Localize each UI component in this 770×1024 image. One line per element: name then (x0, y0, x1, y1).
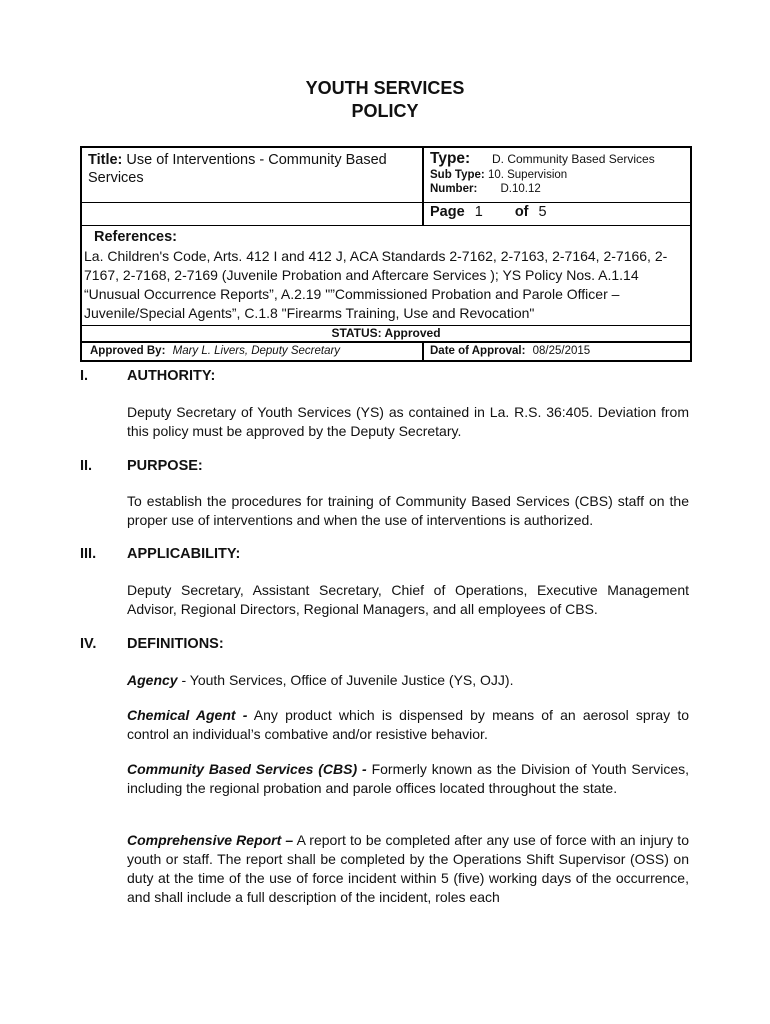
definition-term: Agency (127, 672, 178, 688)
definition-chemical-agent (127, 706, 689, 744)
title-label: Title: (88, 152, 123, 168)
definition-text: Any product which is dispensed by means of an aerosol spray to control an individual’s combative and/or resistive behavior. (127, 707, 689, 742)
subtype-value: 10. Supervision (487, 169, 568, 181)
approval-date-value: 08/25/2015 (532, 345, 591, 357)
policy-type-cell (424, 148, 690, 202)
section-title: DEFINITIONS: (127, 636, 224, 652)
policy-header-table (80, 146, 692, 362)
approved-by-value: Mary L. Livers, Deputy Secretary (172, 345, 341, 357)
number-value: D.10.12 (500, 183, 541, 195)
approval-date-label: Date of Approval: (430, 345, 526, 357)
number-label: Number: (430, 183, 478, 195)
section-heading-purpose (80, 458, 692, 474)
section-heading-authority (80, 368, 692, 384)
approval-date-cell (424, 343, 690, 360)
approved-by-label: Approved By: (90, 345, 166, 357)
page-label: Page (430, 204, 465, 220)
section-number: II. (80, 458, 93, 474)
section-title: AUTHORITY: (127, 368, 216, 384)
definition-separator: - (177, 672, 190, 688)
empty-cell (82, 203, 424, 225)
section-title: APPLICABILITY: (127, 546, 241, 562)
purpose-paragraph: To establish the procedures for training of Community Based Services (CBS) staff on the proper use of interventions and when the use of interventions is authorized. (127, 493, 689, 528)
document-title (0, 77, 770, 123)
definition-text: Youth Services, Office of Juvenile Justice (YS, OJJ). (189, 672, 514, 688)
definition-text: A report to be completed after any use of force with an injury to youth or staff. The report shall be completed by the Operations Shift Supervisor (OSS) on duty at the time of the use of force incident within 5 (five) working days of the occurrence, and shall include a full description of the incident, roles each (127, 832, 689, 905)
definition-comprehensive-report (127, 831, 689, 907)
definition-term: Chemical Agent - (127, 707, 248, 723)
definition-term: Comprehensive Report – (127, 832, 294, 848)
section-number: IV. (80, 636, 97, 652)
subtype-label: Sub Type: (430, 169, 485, 181)
title-value: Use of Interventions - Community Based Services (88, 152, 387, 186)
page-total: 5 (538, 204, 547, 220)
status-badge: STATUS: Approved (82, 325, 690, 341)
applicability-paragraph: Deputy Secretary, Assistant Secretary, Chief of Operations, Executive Management Advisor, Regional Directors, Regional Managers, and all employees of CBS. (127, 582, 689, 617)
title-line-2: POLICY (351, 101, 419, 121)
section-number: III. (80, 546, 97, 562)
title-line-1: YOUTH SERVICES (305, 78, 465, 98)
section-number: I. (80, 368, 89, 384)
definition-text: Formerly known as the Division of Youth Services, including the regional probation and parole offices located throughout the state. (127, 761, 690, 796)
approved-by-cell (82, 343, 424, 360)
page-count-cell (424, 203, 690, 225)
references-label: References: (94, 229, 178, 245)
references-cell (82, 225, 690, 325)
page-current: 1 (474, 204, 483, 220)
section-title: PURPOSE: (127, 458, 203, 474)
authority-paragraph: Deputy Secretary of Youth Services (YS) as contained in La. R.S. 36:405. Deviation from this policy must be approved by the Deputy Secretary. (127, 404, 689, 439)
section-heading-definitions (80, 636, 692, 652)
references-text: La. Children's Code, Arts. 412 I and 412 J, ACA Standards 2-7162, 2-7163, 2-7164, 2-7166, 2-7167, 2-7168, 2-7169 (Juvenile Probation and Aftercare Services ); YS Policy Nos. A.1.14 “Unusual Occurrence Reports”, A.2.19 "”Commissioned Probation and Parole Officer – Juvenile/Special Agents”, C.1.8 "Firearms Training, Use and Revocation" (84, 248, 668, 321)
page-of: of (514, 204, 529, 220)
type-value: D. Community Based Services (492, 152, 655, 166)
policy-title-cell (82, 148, 424, 202)
definition-cbs (127, 760, 689, 798)
definition-agency (127, 671, 689, 690)
section-heading-applicability (80, 546, 692, 562)
type-label: Type: (430, 150, 471, 167)
definition-term: Community Based Services (CBS) - (127, 761, 367, 777)
